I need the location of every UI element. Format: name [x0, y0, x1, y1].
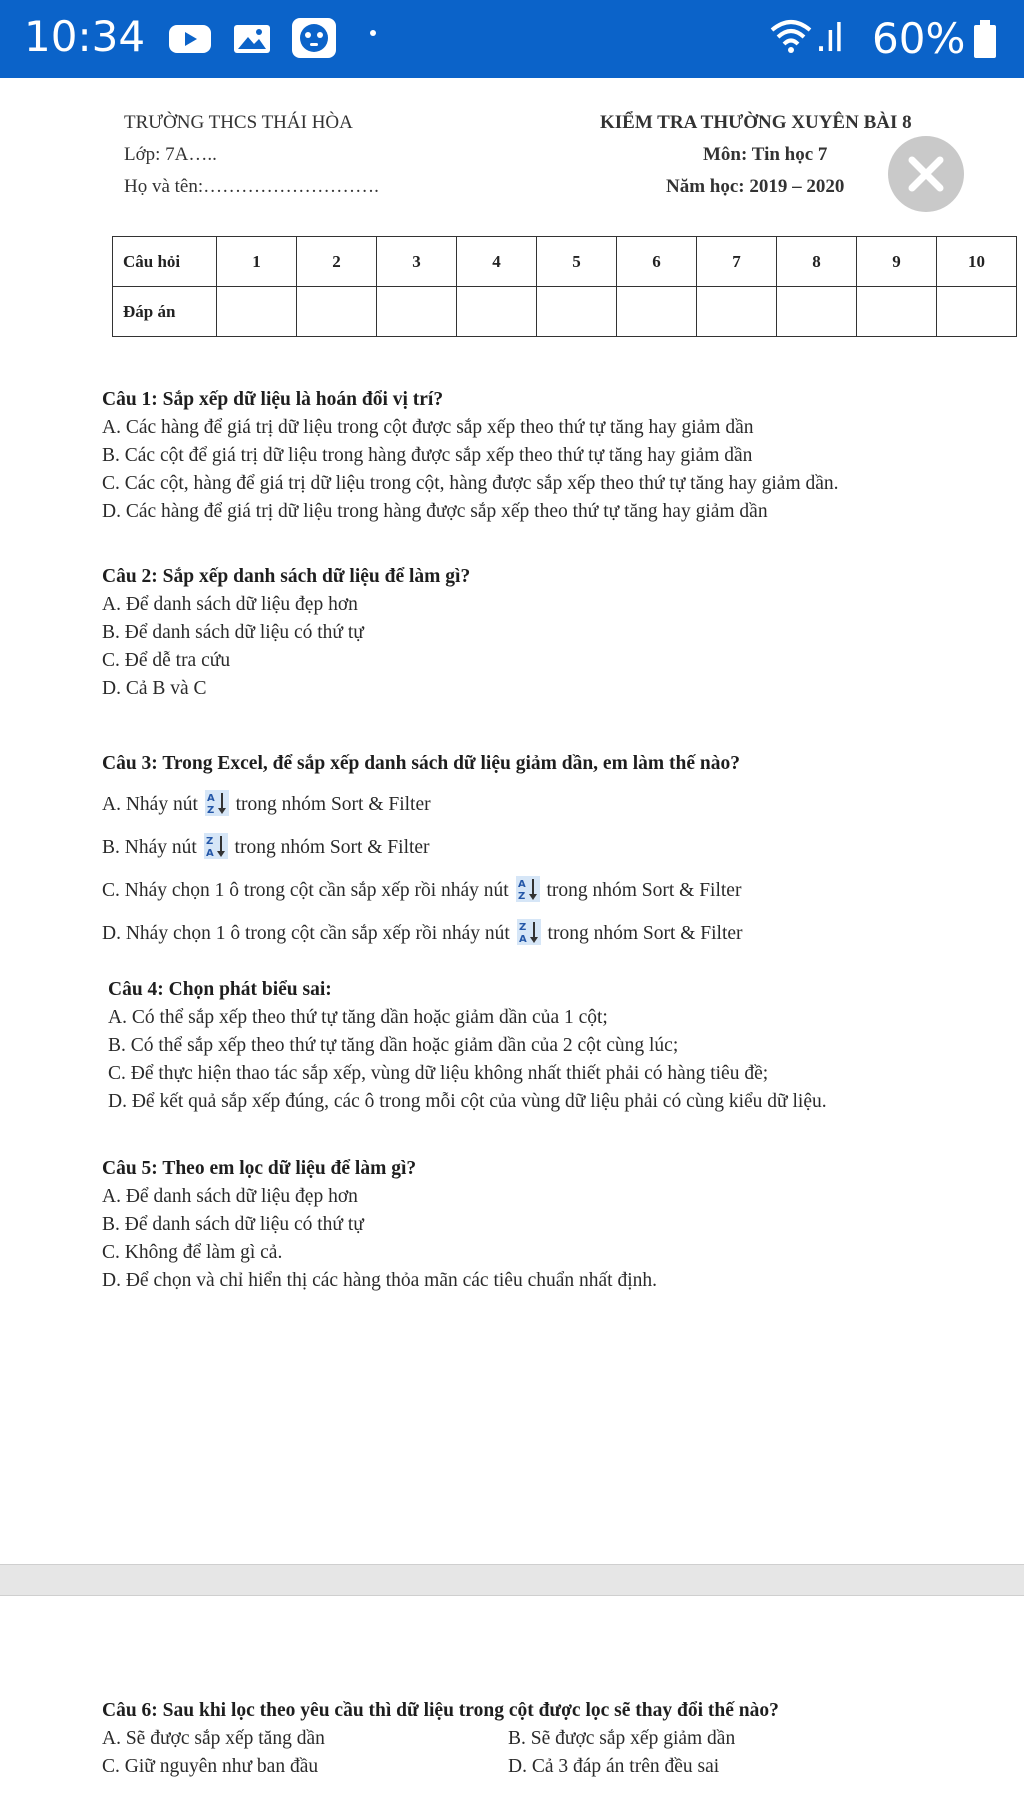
option-b: B. Các cột để giá trị dữ liệu trong hàng được sắp xếp theo thứ tự tăng hay giảm dần: [102, 445, 753, 466]
answer-cell: [457, 287, 537, 337]
option-b: B. Để danh sách dữ liệu có thứ tự: [102, 1214, 364, 1235]
answer-cell: [217, 287, 297, 337]
question-number: 5: [537, 237, 617, 287]
option-c: C. Giữ nguyên như ban đầu: [102, 1756, 319, 1777]
sort-descending-icon: [204, 833, 228, 859]
question-6: [102, 1697, 908, 1781]
option-d: D. Cả B và C: [102, 678, 207, 699]
class-label: Lớp: 7A…..: [124, 144, 217, 165]
status-bar: [0, 0, 1024, 78]
close-button[interactable]: [888, 136, 964, 212]
answer-row-label: Đáp án: [113, 287, 217, 337]
signal-icon: .ıl: [815, 16, 843, 60]
close-icon: [906, 154, 946, 194]
answer-cell: [857, 287, 937, 337]
question-number: 4: [457, 237, 537, 287]
wifi-icon: [768, 16, 814, 56]
option-a: A. Sẽ được sắp xếp tăng dần: [102, 1728, 325, 1749]
question-4: [108, 976, 827, 1116]
notification-dot: [370, 30, 376, 36]
question-number: 7: [697, 237, 777, 287]
answer-cell: [377, 287, 457, 337]
option-a: A. Có thể sắp xếp theo thứ tự tăng dần hoặc giảm dần của 1 cột;: [108, 1007, 608, 1028]
tiger-app-icon: [290, 16, 338, 60]
svg-text:A: A: [206, 793, 215, 804]
school-name: TRƯỜNG THCS THÁI HÒA: [124, 112, 353, 133]
question-3: [102, 750, 743, 962]
question-title: Câu 5: Theo em lọc dữ liệu để làm gì?: [102, 1158, 417, 1179]
question-2: [102, 563, 470, 703]
question-title: Câu 4: Chọn phát biểu sai:: [108, 979, 332, 1000]
answer-cell: [777, 287, 857, 337]
answer-cell: [697, 287, 777, 337]
answer-table: [112, 236, 1017, 337]
sort-descending-icon: [517, 919, 541, 945]
svg-text:Z: Z: [517, 891, 525, 902]
option-b: B. Sẽ được sắp xếp giảm dần: [508, 1728, 736, 1749]
battery-percent: 60%: [872, 14, 966, 63]
page-separator: [0, 1564, 1024, 1596]
question-number: 1: [217, 237, 297, 287]
answer-cell: [617, 287, 697, 337]
option-d: D. Để chọn và chỉ hiển thị các hàng thỏa mãn các tiêu chuẩn nhất định.: [102, 1270, 658, 1291]
question-number: 10: [937, 237, 1017, 287]
svg-text:A: A: [518, 934, 527, 945]
answer-cell: [297, 287, 377, 337]
option-a: A. Để danh sách dữ liệu đẹp hơn: [102, 594, 358, 615]
status-time: 10:34: [24, 12, 146, 61]
answer-table-header-row: [113, 237, 1017, 287]
subject-label: Môn: Tin học 7: [703, 144, 828, 165]
question-1: [102, 386, 839, 526]
svg-text:Z: Z: [205, 836, 213, 847]
student-name-label: Họ và tên:……………………….: [124, 176, 379, 197]
svg-text:A: A: [517, 879, 526, 890]
question-title: Câu 6: Sau khi lọc theo yêu cầu thì dữ liệu trong cột được lọc sẽ thay đổi thế nào?: [102, 1700, 779, 1721]
option-b: B. Nháy nút Z A trong nhóm Sort & Filter: [102, 833, 743, 862]
option-a: A. Các hàng để giá trị dữ liệu trong cột được sắp xếp theo thứ tự tăng hay giảm dần: [102, 417, 754, 438]
option-d: D. Nháy chọn 1 ô trong cột cần sắp xếp rồi nháy nút Z A trong nhóm Sort & Filter: [102, 919, 743, 948]
sort-ascending-icon: [516, 876, 540, 902]
question-title: Câu 1: Sắp xếp dữ liệu là hoán đổi vị trí?: [102, 389, 444, 410]
battery-icon: [972, 20, 998, 60]
svg-text:Z: Z: [206, 805, 215, 816]
answer-cell: [537, 287, 617, 337]
exam-title: KIỂM TRA THƯỜNG XUYÊN BÀI 8: [600, 112, 912, 133]
question-row-label: Câu hỏi: [113, 237, 217, 287]
question-5: [102, 1155, 657, 1295]
option-c: C. Nháy chọn 1 ô trong cột cần sắp xếp rồi nháy nút A Z trong nhóm Sort & Filter: [102, 876, 743, 905]
answer-table-answer-row: [113, 287, 1017, 337]
option-d: D. Cả 3 đáp án trên đều sai: [508, 1756, 720, 1777]
question-number: 2: [297, 237, 377, 287]
option-d: D. Các hàng để giá trị dữ liệu trong hàng được sắp xếp theo thứ tự tăng hay giảm dần: [102, 501, 768, 522]
option-d: D. Để kết quả sắp xếp đúng, các ô trong mỗi cột của vùng dữ liệu phải có cùng kiểu dữ liệu.: [108, 1091, 827, 1112]
question-number: 8: [777, 237, 857, 287]
option-b: B. Có thể sắp xếp theo thứ tự tăng dần hoặc giảm dần của 2 cột cùng lúc;: [108, 1035, 679, 1056]
option-a: A. Để danh sách dữ liệu đẹp hơn: [102, 1186, 358, 1207]
svg-text:A: A: [205, 848, 214, 859]
svg-text:Z: Z: [518, 922, 526, 933]
youtube-icon: [168, 22, 214, 56]
question-number: 9: [857, 237, 937, 287]
school-year-label: Năm học: 2019 – 2020: [666, 176, 845, 197]
option-c: C. Không để làm gì cả.: [102, 1242, 283, 1263]
question-number: 3: [377, 237, 457, 287]
option-b: B. Để danh sách dữ liệu có thứ tự: [102, 622, 364, 643]
option-a: A. Nháy nút A Z trong nhóm Sort & Filter: [102, 790, 743, 819]
question-title: Câu 3: Trong Excel, để sắp xếp danh sách dữ liệu giảm dần, em làm thế nào?: [102, 753, 740, 774]
gallery-icon: [232, 22, 272, 56]
sort-ascending-icon: [205, 790, 229, 816]
option-c: C. Để dễ tra cứu: [102, 650, 231, 671]
question-number: 6: [617, 237, 697, 287]
option-c: C. Các cột, hàng để giá trị dữ liệu trong cột, hàng được sắp xếp theo thứ tự tăng hay giảm dần.: [102, 473, 839, 494]
answer-cell: [937, 287, 1017, 337]
question-title: Câu 2: Sắp xếp danh sách dữ liệu để làm gì?: [102, 566, 471, 587]
option-c: C. Để thực hiện thao tác sắp xếp, vùng dữ liệu không nhất thiết phải có hàng tiêu đề;: [108, 1063, 769, 1084]
options-grid: [102, 1725, 908, 1781]
